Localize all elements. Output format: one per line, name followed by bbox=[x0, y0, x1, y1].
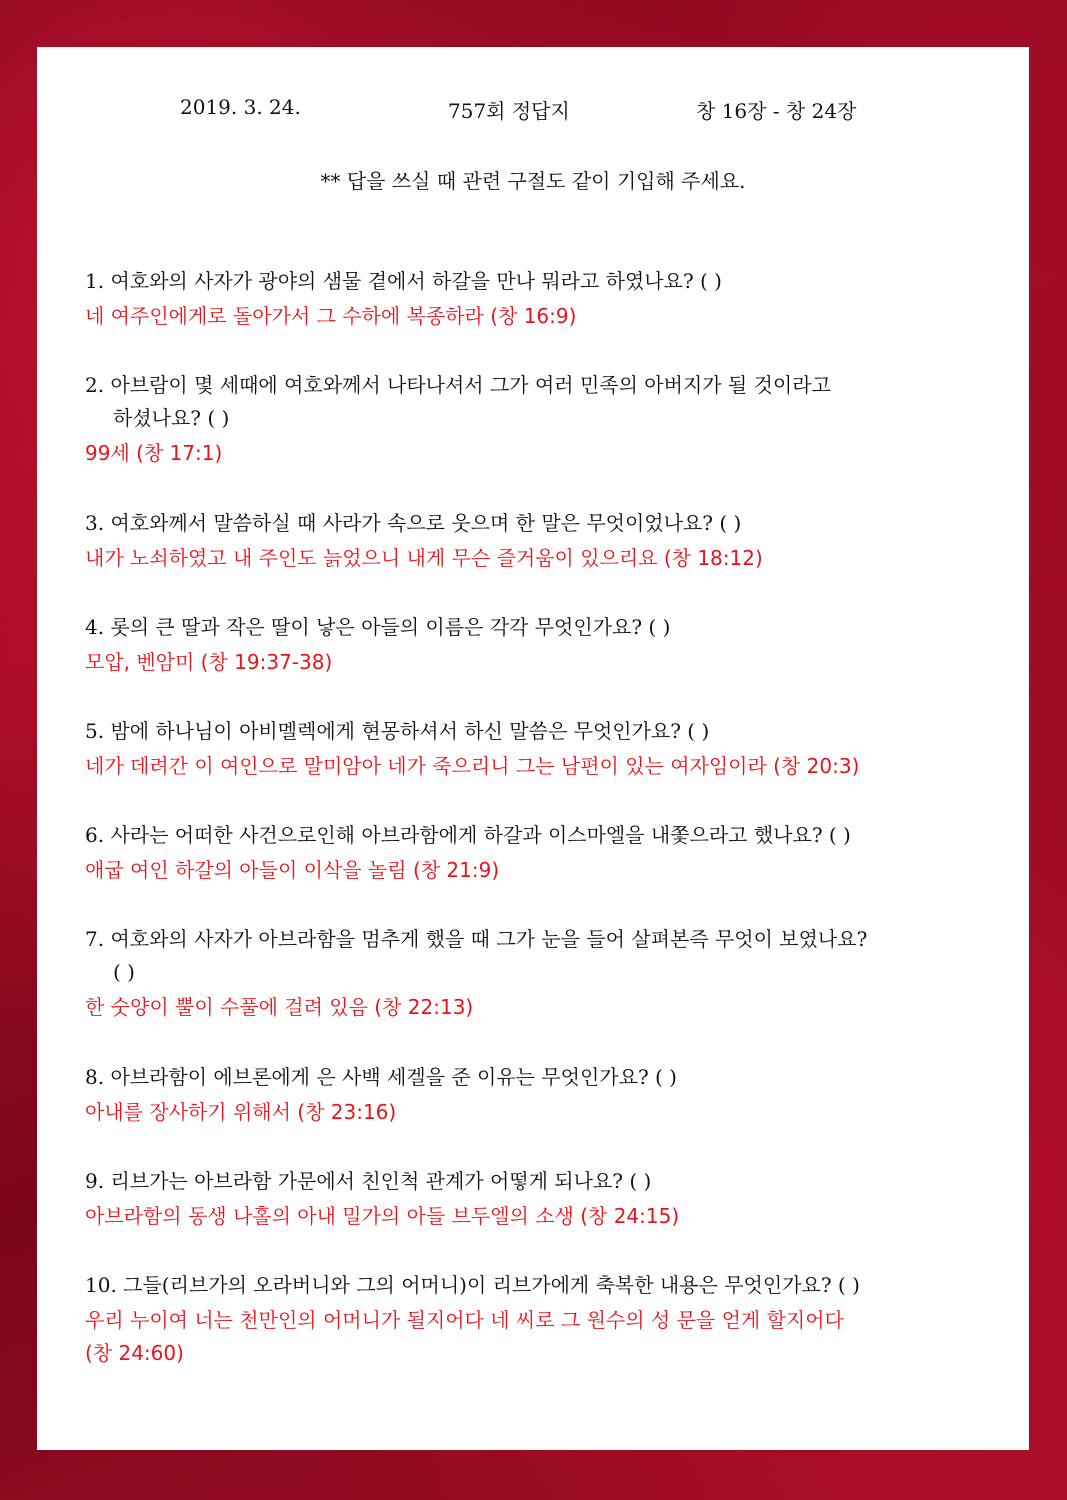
qa-item-8 bbox=[85, 1061, 985, 1129]
answer-3: 내가 노쇠하였고 내 주인도 늙었으니 내게 무슨 즐거움이 있으리요 (창 18:12) bbox=[85, 546, 763, 570]
question-8: 8. 아브라함이 에브론에게 은 사백 세겔을 준 이유는 무엇인가요? ( ) bbox=[85, 1065, 677, 1089]
answer-7: 한 숫양이 뿔이 수풀에 걸려 있음 (창 22:13) bbox=[85, 995, 474, 1019]
question-7-line-2: ( ) bbox=[113, 960, 135, 984]
question-2-line-1: 2. 아브람이 몇 세때에 여호와께서 나타나셔서 그가 여러 민족의 아버지가 될 것이라고 bbox=[85, 373, 831, 397]
header-chapter-range: 창 16장 - 창 24장 bbox=[696, 99, 857, 123]
answer-4: 모압, 벤암미 (창 19:37-38) bbox=[85, 650, 333, 674]
qa-item-5 bbox=[85, 715, 985, 783]
answer-6: 애굽 여인 하갈의 아들이 이삭을 놀림 (창 21:9) bbox=[85, 858, 500, 882]
qa-item-4 bbox=[85, 611, 985, 679]
answer-1: 네 여주인에게로 돌아가서 그 수하에 복종하라 (창 16:9) bbox=[85, 304, 577, 328]
qa-item-3 bbox=[85, 507, 985, 575]
question-2 bbox=[85, 369, 985, 435]
question-10: 10. 그들(리브가의 오라버니와 그의 어머니)이 리브가에게 축복한 내용은 무엇인가요? ( ) bbox=[85, 1273, 860, 1297]
question-7-line-1: 7. 여호와의 사자가 아브라함을 멈추게 했을 때 그가 눈을 들어 살펴본즉 무엇이 보였나요? bbox=[85, 927, 868, 951]
question-1: 1. 여호와의 사자가 광야의 샘물 곁에서 하갈을 만나 뭐라고 하였나요? ( ) bbox=[85, 269, 722, 293]
answer-9: 아브라함의 동생 나홀의 아내 밀가의 아들 브두엘의 소생 (창 24:15) bbox=[85, 1204, 680, 1228]
qa-item-9 bbox=[85, 1165, 985, 1233]
header-date: 2019. 3. 24. bbox=[180, 95, 301, 119]
answer-10-line-2: (창 24:60) bbox=[85, 1341, 184, 1365]
instruction-note: ** 답을 쓰실 때 관련 구절도 같이 기입해 주세요. bbox=[320, 169, 746, 193]
question-3: 3. 여호와께서 말씀하실 때 사라가 속으로 웃으며 한 말은 무엇이었나요? ( ) bbox=[85, 511, 742, 535]
sheet-header bbox=[37, 95, 1029, 125]
answer-2: 99세 (창 17:1) bbox=[85, 441, 223, 465]
answer-5: 네가 데려간 이 여인으로 말미암아 네가 죽으리니 그는 남편이 있는 여자임이라 (창 20:3) bbox=[85, 754, 860, 778]
qa-item-1 bbox=[85, 265, 985, 333]
answer-10-line-1: 우리 누이여 너는 천만인의 어머니가 될지어다 네 씨로 그 원수의 성 문을 얻게 할지어다 bbox=[85, 1308, 844, 1332]
header-title: 757회 정답지 bbox=[448, 99, 570, 123]
qa-item-6 bbox=[85, 819, 985, 887]
qa-item-2 bbox=[85, 369, 985, 470]
answer-10 bbox=[85, 1304, 985, 1370]
question-6: 6. 사라는 어떠한 사건으로인해 아브라함에게 하갈과 이스마엘을 내쫓으라고 했나요? ( ) bbox=[85, 823, 851, 847]
question-7 bbox=[85, 923, 985, 989]
question-5: 5. 밤에 하나님이 아비멜렉에게 현몽하셔서 하신 말씀은 무엇인가요? ( ) bbox=[85, 719, 710, 743]
qa-item-10 bbox=[85, 1269, 985, 1370]
question-9: 9. 리브가는 아브라함 가문에서 친인척 관계가 어떻게 되나요? ( ) bbox=[85, 1169, 652, 1193]
answer-sheet bbox=[37, 47, 1029, 1450]
question-4: 4. 롯의 큰 딸과 작은 딸이 낳은 아들의 이름은 각각 무엇인가요? ( ) bbox=[85, 615, 671, 639]
answer-8: 아내를 장사하기 위해서 (창 23:16) bbox=[85, 1100, 397, 1124]
question-2-line-2: 하셨나요? ( ) bbox=[113, 406, 230, 430]
qa-item-7 bbox=[85, 923, 985, 1024]
